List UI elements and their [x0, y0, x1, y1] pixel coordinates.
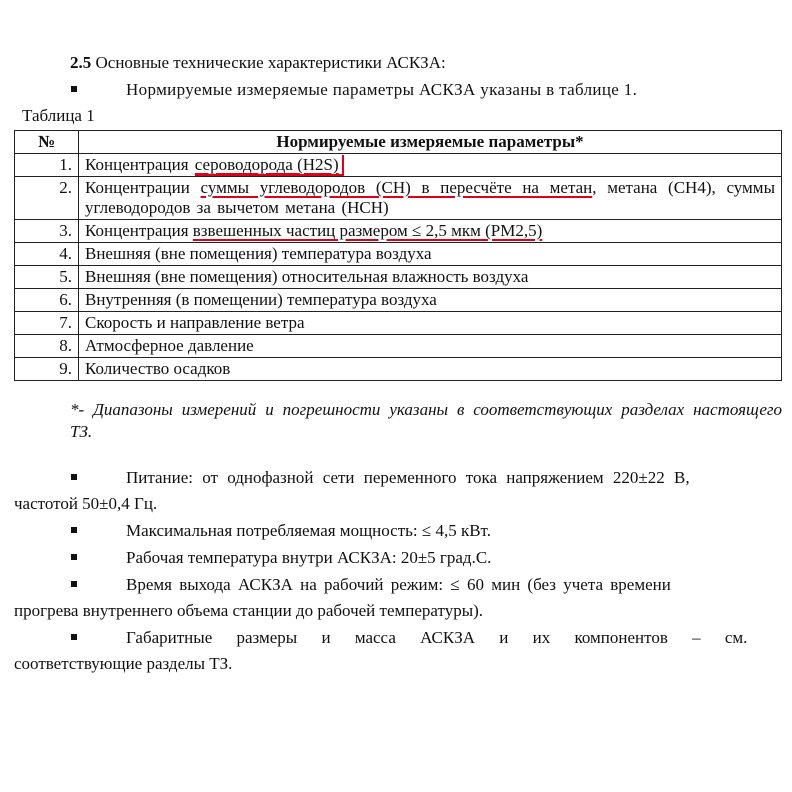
row-text: Атмосферное давление	[79, 335, 782, 358]
table-row	[15, 243, 782, 266]
table-header-row	[15, 131, 782, 154]
dimensions-text-cont: соответствующие разделы ТЗ.	[14, 654, 233, 673]
annotated-text: взвешенных частиц размером ≤ 2,5 мкм (PM2,5)	[192, 221, 543, 240]
table-row	[15, 177, 782, 220]
power-text-cont: частотой 50±0,4 Гц.	[14, 494, 158, 513]
header-number: №	[15, 131, 79, 154]
section-heading	[70, 53, 446, 73]
row-text: Внешняя (вне помещения) температура воздуха	[79, 243, 782, 266]
header-parameters: Нормируемые измеряемые параметры*	[79, 131, 782, 154]
row-number: 4.	[15, 243, 79, 266]
footnote: *- Диапазоны измерений и погрешности указаны в соответствующих разделах настоящего ТЗ.	[70, 400, 782, 441]
table-row	[15, 335, 782, 358]
bullet-icon	[71, 86, 77, 92]
row-number: 1.	[15, 154, 79, 177]
row-number: 3.	[15, 220, 79, 243]
bullet-icon	[71, 527, 77, 533]
dimensions-text: Габаритные размеры и масса АСКЗА и их компонентов – см.	[126, 628, 748, 647]
bullet-icon	[71, 581, 77, 587]
table-row	[15, 266, 782, 289]
annotated-text: сероводорода (H2S)	[195, 155, 344, 176]
section-title: Основные технические характеристики АСКЗА:	[91, 53, 446, 72]
row-number: 6.	[15, 289, 79, 312]
row-text: Количество осадков	[79, 358, 782, 381]
row-number: 8.	[15, 335, 79, 358]
table-row	[15, 154, 782, 177]
row-text: Скорость и направление ветра	[79, 312, 782, 335]
exit-time-text: Время выхода АСКЗА на рабочий режим: ≤ 60 мин (без учета времени	[126, 575, 671, 594]
table-row	[15, 220, 782, 243]
row-text: Внешняя (вне помещения) относительная влажность воздуха	[79, 266, 782, 289]
section-number: 2.5	[70, 53, 92, 72]
row-number: 9.	[15, 358, 79, 381]
bullet-icon	[71, 634, 77, 640]
row-text: Внутренняя (в помещении) температура воздуха	[79, 289, 782, 312]
max-power-text: Максимальная потребляемая мощность: ≤ 4,5 кВт.	[126, 521, 491, 540]
row-number: 7.	[15, 312, 79, 335]
bullet-icon	[71, 474, 77, 480]
intro-bullet-text: Нормируемые измеряемые параметры АСКЗА указаны в таблице 1.	[126, 80, 638, 99]
row-text: Концентрации суммы углеводородов (CH) в пересчёте на метан, метана (CH4), суммы углеводородов за вычетом метана (HCH)	[79, 177, 782, 220]
table-row	[15, 358, 782, 381]
exit-time-text-cont: прогрева внутреннего объема станции до рабочей температуры).	[14, 601, 484, 620]
table-row	[15, 289, 782, 312]
parameters-table	[14, 130, 782, 381]
row-text: Концентрация сероводорода (H2S)	[79, 154, 782, 177]
annotated-text: суммы углеводородов (CH) в пересчёте на метан	[200, 178, 593, 197]
row-number: 2.	[15, 177, 79, 220]
table-caption: Таблица 1	[22, 106, 95, 125]
row-text: Концентрация взвешенных частиц размером ≤ 2,5 мкм (PM2,5)	[79, 220, 782, 243]
power-text: Питание: от однофазной сети переменного тока напряжением 220±22 В,	[126, 468, 690, 487]
table-row	[15, 312, 782, 335]
work-temp-text: Рабочая температура внутри АСКЗА: 20±5 град.С.	[126, 548, 492, 567]
bullet-icon	[71, 554, 77, 560]
row-number: 5.	[15, 266, 79, 289]
